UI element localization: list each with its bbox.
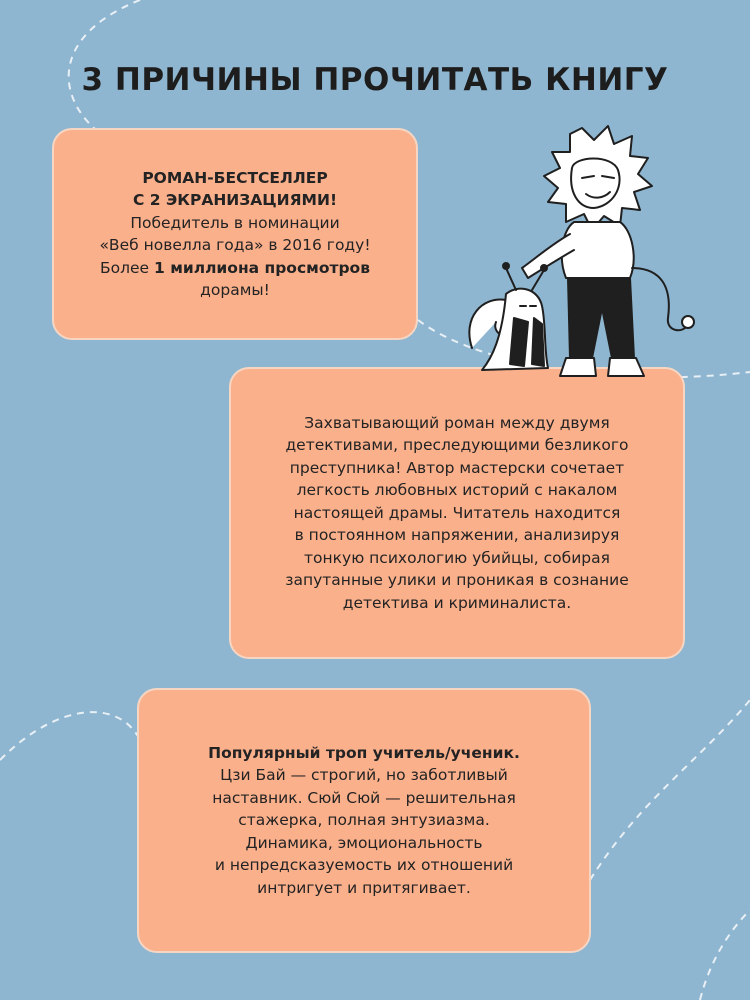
card1-heading-1: РОМАН-БЕСТСЕЛЛЕР	[142, 168, 328, 187]
card3-line: интригует и притягивает.	[257, 878, 471, 897]
card3-line: наставник. Сюй Сюй — решительная	[212, 788, 516, 807]
card3-line: стажерка, полная энтузиазма.	[238, 811, 490, 830]
card1-line-3	[100, 257, 370, 280]
card1-line-1: Победитель в номинации	[130, 213, 340, 232]
lion-and-snail-illustration-icon	[462, 118, 697, 398]
card1-heading-2: С 2 ЭКРАНИЗАЦИЯМИ!	[132, 191, 338, 209]
card1-line-4: дорамы!	[200, 281, 270, 299]
card3-line: и непредсказуемость их отношений	[214, 856, 514, 875]
card2-line: настоящей драмы. Читатель находится	[293, 503, 621, 522]
card2-line: Захватывающий роман между двумя	[304, 413, 610, 432]
reason-card-1	[52, 128, 418, 340]
card1-line-3-prefix: Более	[99, 258, 150, 277]
card2-line: запутанные улики и проникая в сознание	[285, 571, 629, 590]
reason-card-3	[137, 688, 591, 953]
card2-line: детектива и криминалиста.	[342, 593, 572, 612]
page-title: 3 ПРИЧИНЫ ПРОЧИТАТЬ КНИГУ	[81, 62, 669, 98]
card2-line: тонкую психологию убийцы, собирая	[304, 548, 610, 567]
reason-card-2	[229, 367, 685, 659]
card3-line: Динамика, эмоциональность	[245, 833, 483, 852]
card2-line: в постоянном напряжении, анализируя	[294, 526, 620, 545]
card3-heading: Популярный троп учитель/ученик.	[208, 743, 520, 762]
card2-line: преступника! Автор мастерски сочетает	[289, 458, 625, 477]
card2-line: детективами, преследующими безликого	[285, 436, 629, 455]
card2-line: легкость любовных историй с накалом	[296, 481, 618, 500]
card1-line-2: «Веб новелла года» в 2016 году!	[99, 236, 371, 254]
card3-line: Цзи Бай — строгий, но заботливый	[220, 766, 508, 785]
card1-line-3-bold: 1 миллиона просмотров	[154, 258, 371, 277]
